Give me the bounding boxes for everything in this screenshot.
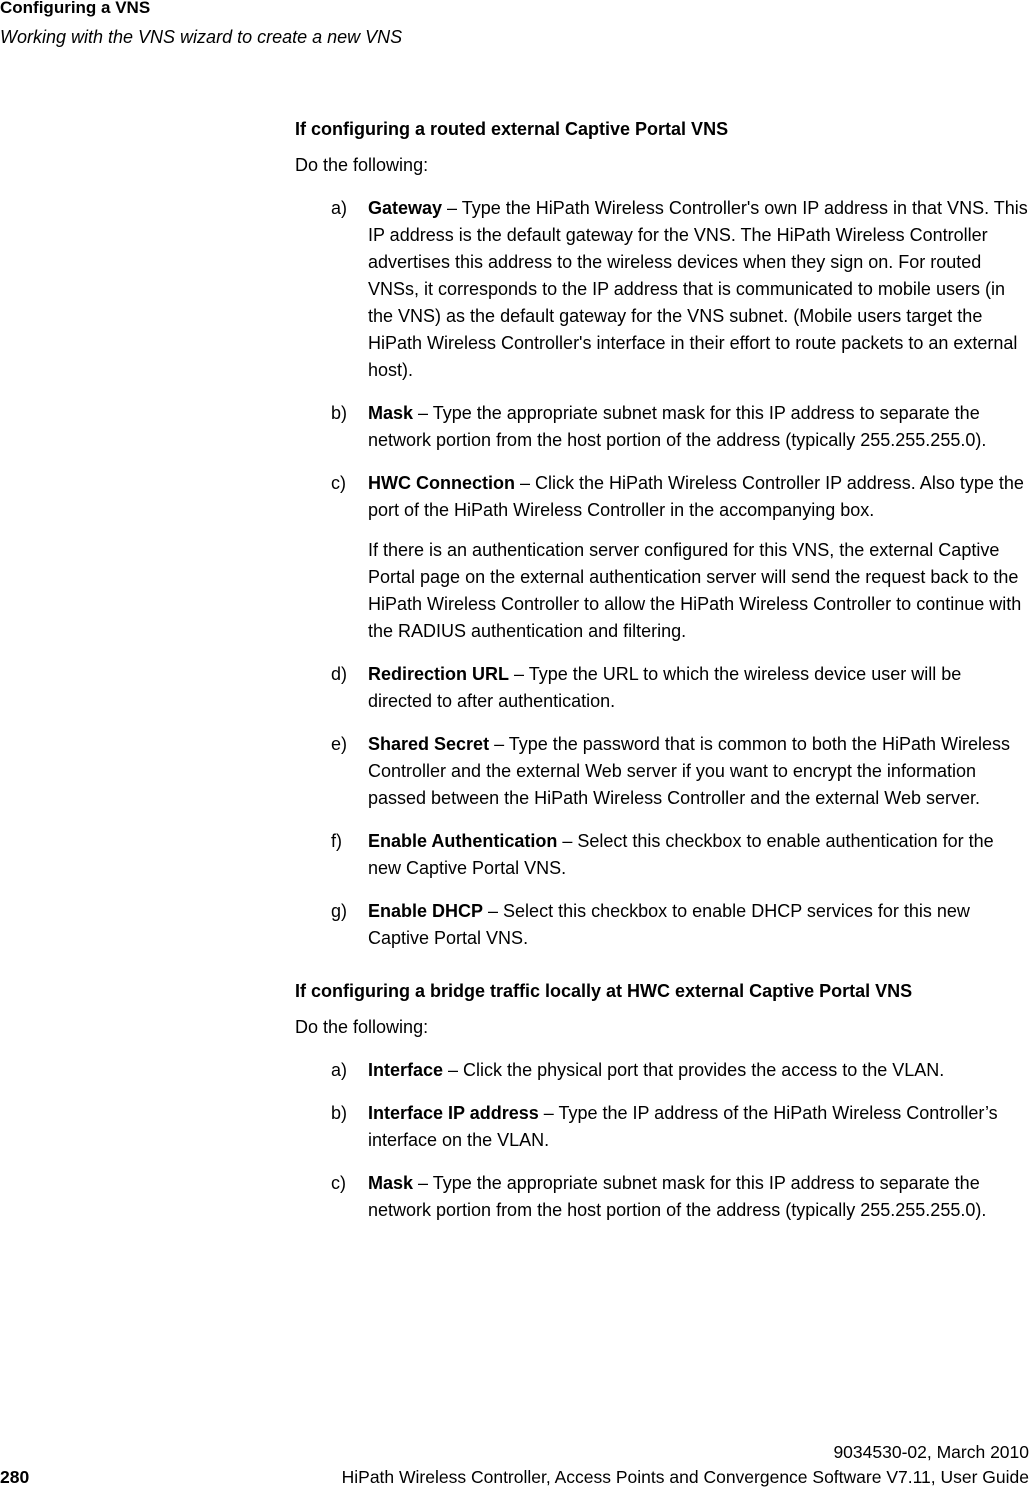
list-item-description: – Select this checkbox to enable authentication for the new Captive Portal VNS. bbox=[368, 831, 994, 878]
page-footer bbox=[0, 1440, 1029, 1488]
list-item-label: e) bbox=[331, 734, 348, 754]
list-item-main bbox=[368, 470, 1028, 524]
list-item-text bbox=[368, 1100, 1028, 1154]
footer-doc-ref: 9034530-02, March 2010 bbox=[833, 1442, 1029, 1462]
list-item-term: Enable Authentication bbox=[368, 831, 558, 851]
list-item-label: c) bbox=[331, 1173, 346, 1193]
list-item-enable-dhcp bbox=[295, 898, 1028, 952]
list-item-label: g) bbox=[331, 901, 348, 921]
main-content bbox=[295, 116, 1028, 1224]
list-item-label: c) bbox=[331, 473, 346, 493]
section-intro: Do the following: bbox=[295, 155, 429, 175]
footer-doc-title: HiPath Wireless Controller, Access Points and Convergence Software V7.11, User Guide bbox=[341, 1467, 1029, 1487]
list-item-term: Interface bbox=[368, 1060, 444, 1080]
list-item-description: – Select this checkbox to enable DHCP services for this new Captive Portal VNS. bbox=[368, 901, 970, 948]
list-item-text bbox=[368, 195, 1028, 384]
list-item-shared-secret bbox=[295, 731, 1028, 812]
list-item-description: – Type the appropriate subnet mask for this IP address to separate the network portion from the host portion of the address (typically 255.255.255.0). bbox=[368, 1173, 987, 1220]
list-item-label: b) bbox=[331, 1103, 348, 1123]
list-item-description: – Click the HiPath Wireless Controller IP address. Also type the port of the HiPath Wireless Controller in the accompanying box. bbox=[368, 473, 1024, 520]
list-item-description: – Type the appropriate subnet mask for this IP address to separate the network portion from the host portion of the address (typically 255.255.255.0). bbox=[368, 403, 987, 450]
page-title: Configuring a VNS bbox=[0, 0, 151, 17]
list-item-text bbox=[368, 661, 1028, 715]
list-item-text bbox=[368, 1057, 1028, 1084]
list-item-term: Shared Secret bbox=[368, 734, 490, 754]
list-item-text bbox=[368, 400, 1028, 454]
page-subtitle: Working with the VNS wizard to create a new VNS bbox=[0, 27, 403, 47]
list-item-label: a) bbox=[331, 198, 348, 218]
list-item-label: f) bbox=[331, 831, 342, 851]
list-item-interface bbox=[295, 1057, 1028, 1084]
list-item-redirection-url bbox=[295, 661, 1028, 715]
footer-page-number: 280 bbox=[0, 1467, 30, 1487]
list-item-text bbox=[368, 470, 1028, 645]
list-item-text bbox=[368, 731, 1028, 812]
list-item-text bbox=[368, 828, 1028, 882]
list-item-label: d) bbox=[331, 664, 348, 684]
list-item-description: – Type the IP address of the HiPath Wireless Controller’s interface on the VLAN. bbox=[368, 1103, 998, 1150]
footer-line bbox=[0, 1465, 1029, 1488]
list-item-term: Redirection URL bbox=[368, 664, 510, 684]
list-item-gateway bbox=[295, 195, 1028, 384]
list-item-mask bbox=[295, 400, 1028, 454]
list-item-mask-bridge bbox=[295, 1170, 1028, 1224]
list-item-label: a) bbox=[331, 1060, 348, 1080]
list-item-term: Interface IP address bbox=[368, 1103, 539, 1123]
list-item-hwc-connection bbox=[295, 470, 1028, 645]
list-item-enable-authentication bbox=[295, 828, 1028, 882]
list-item-term: Gateway bbox=[368, 198, 443, 218]
list-item-description: – Type the password that is common to both the HiPath Wireless Controller and the external Web server if you want to encrypt the information passed between the HiPath Wireless Controller and the external Web server. bbox=[368, 734, 1010, 808]
list-item-label: b) bbox=[331, 403, 348, 423]
list-item-text bbox=[368, 898, 1028, 952]
list-item-term: Mask bbox=[368, 403, 414, 423]
section-intro: Do the following: bbox=[295, 1017, 429, 1037]
list-item-interface-ip bbox=[295, 1100, 1028, 1154]
list-item-term: Mask bbox=[368, 1173, 414, 1193]
list-item-term: HWC Connection bbox=[368, 473, 515, 493]
list-item-text bbox=[368, 1170, 1028, 1224]
section-heading-routed: If configuring a routed external Captive Portal VNS bbox=[295, 119, 729, 139]
list-item-term: Enable DHCP bbox=[368, 901, 484, 921]
list-item-description: – Click the physical port that provides the access to the VLAN. bbox=[443, 1060, 945, 1080]
section-heading-bridge: If configuring a bridge traffic locally at HWC external Captive Portal VNS bbox=[295, 981, 913, 1001]
running-header bbox=[0, 0, 402, 49]
list-item-description: – Type the HiPath Wireless Controller's own IP address in that VNS. This IP address is the default gateway for the VNS. The HiPath Wireless Controller advertises this address to the wireless devices when they sign on. For routed VNSs, it corresponds to the IP address that is communicated to mobile users (in the VNS) as the default gateway for the VNS subnet. (Mobile users target the HiPath Wireless Controller's interface in their effort to route packets to an external host). bbox=[368, 198, 1028, 380]
list-item-extra-paragraph: If there is an authentication server configured for this VNS, the external Captive Portal page on the external authentication server will send the request back to the HiPath Wireless Controller to allow the HiPath Wireless Controller to continue with the RADIUS authentication and filtering. bbox=[368, 540, 1022, 641]
list-item-description: – Type the URL to which the wireless device user will be directed to after authentication. bbox=[368, 664, 962, 711]
